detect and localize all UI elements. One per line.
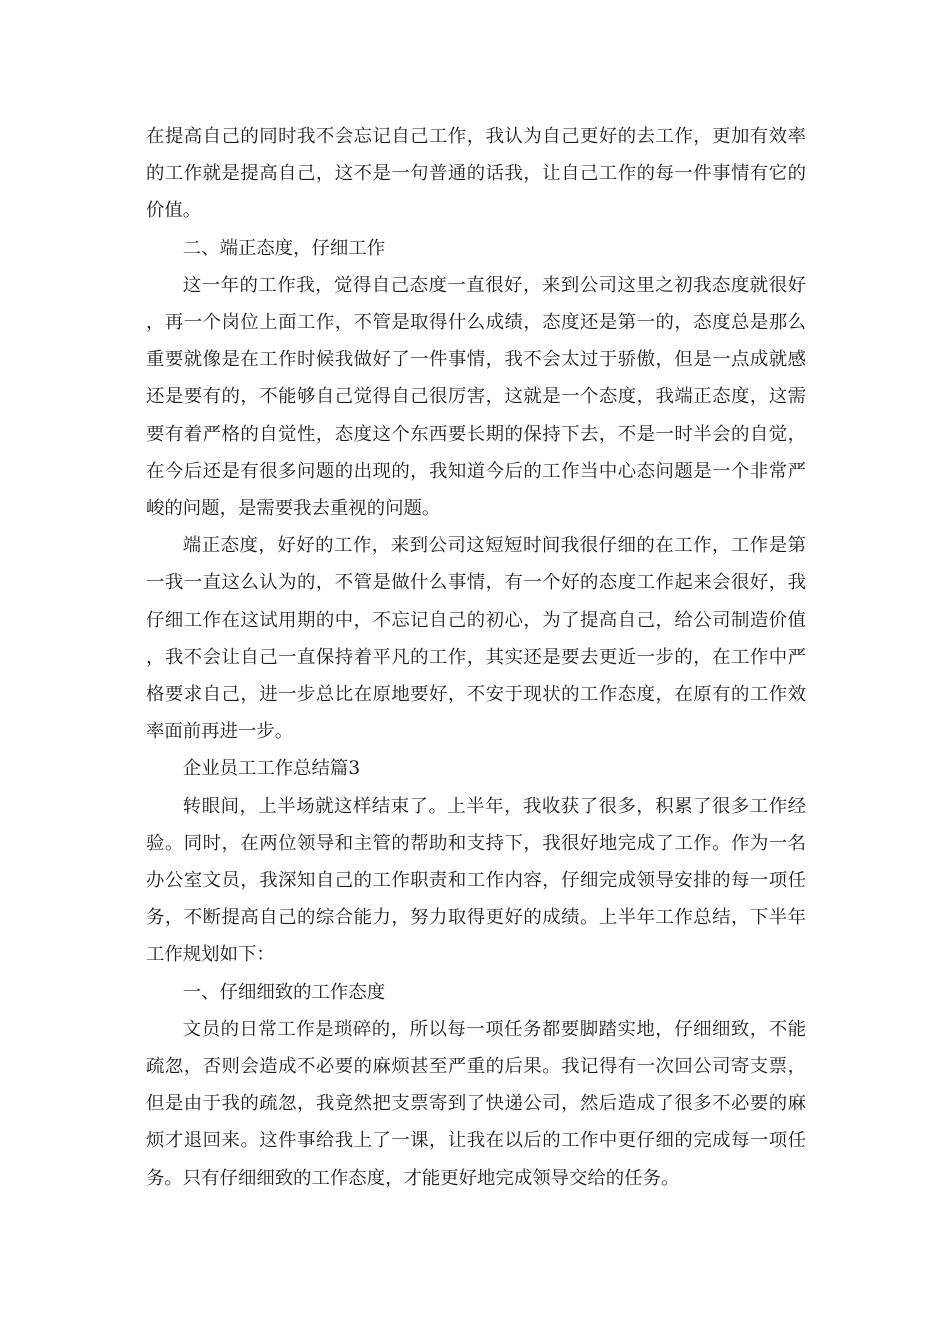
paragraph-1: 在提高自己的同时我不会忘记自己工作，我认为自己更好的去工作，更加有效率的工作就是提高自己，这不是一句普通的话我，让自己工作的每一件事情有它的价值。: [146, 126, 806, 222]
paragraph-6: 转眼间，上半场就这样结束了。上半年，我收获了很多，积累了很多工作经验。同时，在两位领导和主管的帮助和支持下，我很好地完成了工作。作为一名办公室文员，我深知自己的工作职责和工作内容，仔细完成领导安排的每一项任务，不断提高自己的综合能力，努力取得更好的成绩。上半年工作总结，下半年工作规划如下：: [146, 795, 806, 966]
section-heading-work-attitude: 一、仔细细致的工作态度: [182, 981, 386, 1003]
paragraph-8: 文员的日常工作是琐碎的，所以每一项任务都要脚踏实地，仔细细致，不能疏忽，否则会造成不必要的麻烦甚至严重的后果。我记得有一次回公司寄支票，但是由于我的疏忽，我竟然把支票寄到了快递公司，然后造成了很多不必要的麻烦才退回来。这件事给我上了一课，让我在以后的工作中更仔细的完成每一项任务。只有仔细细致的工作态度，才能更好地完成领导交给的任务。: [146, 1018, 806, 1189]
document-body: [146, 118, 806, 1197]
article-title-part-3: 企业员工工作总结篇3: [182, 758, 361, 780]
section-heading-attitude: 二、端正态度，仔细工作: [182, 237, 386, 259]
paragraph-4: 端正态度，好好的工作，来到公司这短短时间我很仔细的在工作，工作是第一我一直这么认为的，不管是做什么事情，有一个好的态度工作起来会很好，我仔细工作在这试用期的中，不忘记自己的初心，为了提高自己，给公司制造价值，我不会让自己一直保持着平凡的工作，其实还是要去更近一步的，在工作中严格要求自己，进一步总比在原地要好，不安于现状的工作态度，在原有的工作效率面前再进一步。: [146, 535, 806, 743]
paragraph-3: 这一年的工作我，觉得自己态度一直很好，来到公司这里之初我态度就很好，再一个岗位上面工作，不管是取得什么成绩，态度还是第一的，态度总是那么重要就像是在工作时候我做好了一件事情，我不会太过于骄傲，但是一点成就感还是要有的，不能够自己觉得自己很厉害，这就是一个态度，我端正态度，这需要有着严格的自觉性，态度这个东西要长期的保持下去，不是一时半会的自觉，在今后还是有很多问题的出现的，我知道今后的工作当中心态问题是一个非常严峻的问题，是需要我去重视的问题。: [146, 274, 806, 520]
